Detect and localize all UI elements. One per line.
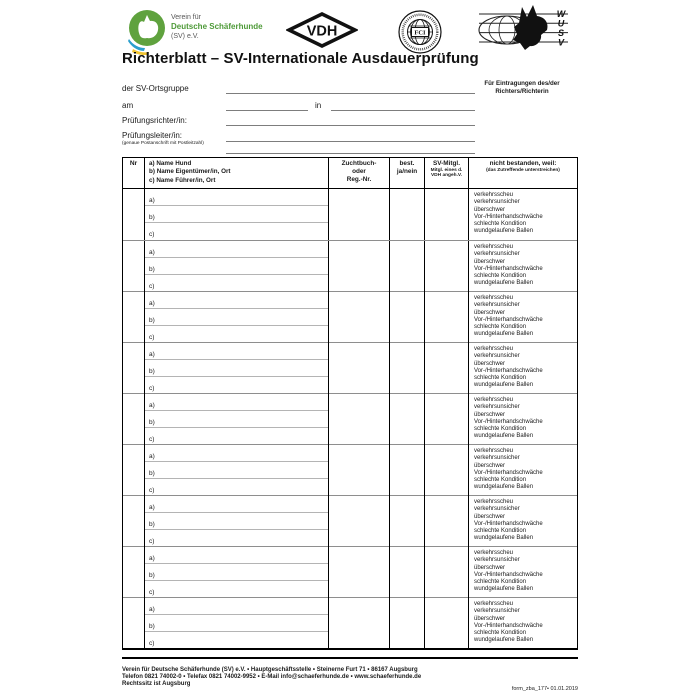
- wusv-letter-u: U: [557, 18, 565, 29]
- name-fuehrer-field[interactable]: [145, 530, 328, 547]
- row-nr-cell[interactable]: [123, 496, 145, 547]
- header-name-line-c: c) Name Führer/in, Ort: [149, 176, 216, 184]
- sv-logo: [127, 9, 169, 55]
- header-name: [145, 158, 329, 188]
- reason-ueberschwer[interactable]: überschwer: [474, 206, 506, 213]
- sub-label-a: a): [149, 555, 155, 562]
- table-row: [123, 393, 577, 444]
- row-nr-cell[interactable]: [123, 547, 145, 598]
- name-hund-field[interactable]: [145, 598, 328, 615]
- table-rows: [123, 189, 577, 648]
- sv-logo-line1: Verein für: [171, 14, 201, 21]
- reason-kondition[interactable]: schlechte Kondition: [474, 630, 527, 637]
- name-hund-field[interactable]: [145, 343, 328, 360]
- reason-kondition[interactable]: schlechte Kondition: [474, 477, 527, 484]
- fci-label: FCI: [414, 29, 426, 37]
- footer-line2: Telefon 0821 74002-0 • Telefax 0821 74002-9952 • E-Mail info@schaeferhunde.de • www.schaeferhunde.de: [122, 674, 422, 680]
- reason-kondition[interactable]: schlechte Kondition: [474, 375, 527, 382]
- sub-label-c: c): [149, 538, 155, 545]
- row-sv-mitgl-cell[interactable]: [425, 189, 469, 240]
- table-row: [123, 597, 577, 648]
- page-title: Richterblatt – SV-Internationale Ausdauerprüfung: [122, 50, 479, 67]
- header-sv-mitgl: [425, 158, 469, 188]
- row-sv-mitgl-cell[interactable]: [425, 496, 469, 547]
- table-row: [123, 444, 577, 495]
- am-label: am: [122, 101, 134, 110]
- row-reasons-cell: [469, 241, 577, 292]
- sub-label-c: c): [149, 436, 155, 443]
- row-reasons-cell: [469, 445, 577, 496]
- pruefungsrichter-input-line[interactable]: [226, 125, 475, 126]
- reason-verkehrsscheu[interactable]: verkehrsscheu: [474, 397, 514, 403]
- reason-verkehrsscheu[interactable]: verkehrsscheu: [474, 550, 514, 556]
- row-sv-mitgl-cell[interactable]: [425, 547, 469, 598]
- name-fuehrer-field[interactable]: [145, 632, 328, 649]
- row-name-cell: [145, 547, 329, 598]
- am-input-line[interactable]: [226, 110, 308, 111]
- reason-ueberschwer[interactable]: überschwer: [474, 360, 506, 367]
- name-hund-field[interactable]: [145, 394, 328, 411]
- row-reasons-cell: [469, 394, 577, 445]
- row-nr-cell[interactable]: [123, 292, 145, 343]
- row-sv-mitgl-cell[interactable]: [425, 445, 469, 496]
- pruefungsrichter-label: Prüfungsrichter/in:: [122, 116, 187, 125]
- sub-label-a: a): [149, 402, 155, 409]
- reason-ballen[interactable]: wundgelaufene Ballen: [474, 637, 534, 644]
- header-bestanden-line2: ja/nein: [396, 167, 418, 175]
- header-bestanden-line1: best.: [399, 160, 415, 167]
- footer-line3: Rechtssitz ist Augsburg: [122, 681, 191, 687]
- reason-handschwaeche[interactable]: Vor-/Hinterhandschwäche: [474, 520, 543, 527]
- header-name-line-b: b) Name Eigentümer/in, Ort: [149, 168, 231, 176]
- row-sv-mitgl-cell[interactable]: [425, 241, 469, 292]
- row-zuchtbuch-cell[interactable]: [329, 189, 390, 240]
- sub-label-a: a): [149, 504, 155, 511]
- header-zuchtbuch-line1: Zuchtbuch-: [341, 160, 377, 167]
- row-name-cell: [145, 343, 329, 394]
- name-eigentuemer-field[interactable]: [145, 309, 328, 326]
- table-row: [123, 189, 577, 240]
- sub-label-c: c): [149, 231, 155, 238]
- results-table: [122, 157, 578, 650]
- name-hund-field[interactable]: [145, 445, 328, 462]
- sub-label-a: a): [149, 197, 155, 204]
- reason-handschwaeche[interactable]: Vor-/Hinterhandschwäche: [474, 213, 543, 220]
- sv-logo-text: [171, 13, 263, 41]
- row-nr-cell[interactable]: [123, 241, 145, 292]
- header-name-line-a: a) Name Hund: [149, 160, 192, 167]
- row-name-cell: [145, 189, 329, 240]
- sv-logo-line2: Deutsche Schäferhunde: [171, 22, 263, 31]
- row-name-cell: [145, 292, 329, 343]
- richter-note-line2: Richters/Richterin: [495, 87, 549, 95]
- sub-label-b: b): [149, 419, 155, 426]
- wusv-logo: [475, 4, 570, 57]
- row-nr-cell[interactable]: [123, 394, 145, 445]
- reason-handschwaeche[interactable]: Vor-/Hinterhandschwäche: [474, 265, 543, 272]
- reason-ueberschwer[interactable]: überschwer: [474, 258, 506, 265]
- reason-ballen[interactable]: wundgelaufene Ballen: [474, 586, 534, 593]
- row-bestanden-cell[interactable]: [390, 343, 425, 394]
- reason-verkehrsunsicher[interactable]: verkehrsunsicher: [474, 455, 520, 462]
- reason-kondition[interactable]: schlechte Kondition: [474, 426, 527, 433]
- reason-ueberschwer[interactable]: überschwer: [474, 462, 506, 469]
- name-hund-field[interactable]: [145, 189, 328, 206]
- header-nr: Nr: [123, 158, 145, 188]
- row-zuchtbuch-cell[interactable]: [329, 496, 390, 547]
- reason-ballen[interactable]: wundgelaufene Ballen: [474, 280, 534, 287]
- reason-ueberschwer[interactable]: überschwer: [474, 309, 506, 316]
- sub-label-b: b): [149, 317, 155, 324]
- vdh-logo: [286, 12, 358, 53]
- reason-ueberschwer[interactable]: überschwer: [474, 513, 506, 520]
- row-sv-mitgl-cell[interactable]: [425, 394, 469, 445]
- row-zuchtbuch-cell[interactable]: [329, 547, 390, 598]
- sub-label-a: a): [149, 300, 155, 307]
- sv-logo-line3: (SV) e.V.: [171, 33, 199, 40]
- header-zuchtbuch: [329, 158, 390, 188]
- sub-label-c: c): [149, 640, 155, 647]
- row-zuchtbuch-cell[interactable]: [329, 394, 390, 445]
- reason-verkehrsscheu[interactable]: verkehrsscheu: [474, 244, 514, 250]
- reason-verkehrsunsicher[interactable]: verkehrsunsicher: [474, 506, 520, 513]
- table-row: [123, 495, 577, 546]
- reason-ballen[interactable]: wundgelaufene Ballen: [474, 433, 534, 440]
- name-eigentuemer-field[interactable]: [145, 564, 328, 581]
- reason-verkehrsunsicher[interactable]: verkehrsunsicher: [474, 199, 520, 206]
- row-bestanden-cell[interactable]: [390, 189, 425, 240]
- sv-dog-icon: [127, 9, 169, 55]
- header-nicht-bestanden-main: nicht bestanden, weil:: [489, 160, 557, 167]
- reason-verkehrsunsicher[interactable]: verkehrsunsicher: [474, 404, 520, 411]
- header-nicht-bestanden: [469, 158, 577, 188]
- in-input-line[interactable]: [331, 110, 475, 111]
- row-nr-cell[interactable]: [123, 343, 145, 394]
- reason-ueberschwer[interactable]: überschwer: [474, 564, 506, 571]
- name-eigentuemer-field[interactable]: [145, 206, 328, 223]
- sub-label-c: c): [149, 589, 155, 596]
- reason-handschwaeche[interactable]: Vor-/Hinterhandschwäche: [474, 571, 543, 578]
- reason-verkehrsunsicher[interactable]: verkehrsunsicher: [474, 608, 520, 615]
- form-id: form_zba_177• 01.01.2019: [511, 686, 578, 692]
- name-fuehrer-field[interactable]: [145, 479, 328, 496]
- row-bestanden-cell[interactable]: [390, 598, 425, 649]
- ortsgruppe-label: der SV-Ortsgruppe: [122, 84, 189, 93]
- header-zuchtbuch-line3: Reg.-Nr.: [346, 175, 372, 183]
- header-sv-mitgl-main: SV-Mitgl.: [433, 160, 460, 167]
- row-name-cell: [145, 241, 329, 292]
- sub-label-b: b): [149, 214, 155, 221]
- header-zuchtbuch-line2: oder: [352, 167, 366, 175]
- sub-label-c: c): [149, 283, 155, 290]
- row-bestanden-cell[interactable]: [390, 496, 425, 547]
- name-eigentuemer-field[interactable]: [145, 258, 328, 275]
- header-sv-mitgl-sub1: Mitgl. eines d.: [430, 167, 463, 173]
- reason-handschwaeche[interactable]: Vor-/Hinterhandschwäche: [474, 316, 543, 323]
- name-fuehrer-field[interactable]: [145, 326, 328, 343]
- vdh-diamond-icon: [286, 12, 358, 48]
- name-fuehrer-field[interactable]: [145, 275, 328, 292]
- row-sv-mitgl-cell[interactable]: [425, 343, 469, 394]
- row-sv-mitgl-cell[interactable]: [425, 598, 469, 649]
- header-sv-mitgl-sub2: VDH angeh.V.: [430, 173, 462, 179]
- reason-ueberschwer[interactable]: überschwer: [474, 411, 506, 418]
- row-zuchtbuch-cell[interactable]: [329, 598, 390, 649]
- name-hund-field[interactable]: [145, 547, 328, 564]
- row-bestanden-cell[interactable]: [390, 241, 425, 292]
- table-header-row: [123, 158, 577, 189]
- reason-ballen[interactable]: wundgelaufene Ballen: [474, 382, 534, 389]
- reason-ballen[interactable]: wundgelaufene Ballen: [474, 535, 534, 542]
- in-label: in: [315, 101, 322, 110]
- name-fuehrer-field[interactable]: [145, 428, 328, 445]
- sub-label-a: a): [149, 453, 155, 460]
- reason-ballen[interactable]: wundgelaufene Ballen: [474, 228, 534, 235]
- name-eigentuemer-field[interactable]: [145, 411, 328, 428]
- row-zuchtbuch-cell[interactable]: [329, 292, 390, 343]
- row-nr-cell[interactable]: [123, 189, 145, 240]
- name-fuehrer-field[interactable]: [145, 377, 328, 394]
- name-eigentuemer-field[interactable]: [145, 462, 328, 479]
- reason-kondition[interactable]: schlechte Kondition: [474, 528, 527, 535]
- row-name-cell: [145, 394, 329, 445]
- sub-label-b: b): [149, 368, 155, 375]
- table-row: [123, 291, 577, 342]
- richter-note: [477, 80, 567, 96]
- name-hund-field[interactable]: [145, 496, 328, 513]
- reason-ueberschwer[interactable]: überschwer: [474, 615, 506, 622]
- row-nr-cell[interactable]: [123, 445, 145, 496]
- sub-label-b: b): [149, 266, 155, 273]
- sub-label-a: a): [149, 249, 155, 256]
- footer-line1: Verein für Deutsche Schäferhunde (SV) e.V. • Hauptgeschäftsstelle • Steinerne Furt 71 • 86167 Augsburg: [122, 667, 418, 673]
- row-reasons-cell: [469, 496, 577, 547]
- reason-handschwaeche[interactable]: Vor-/Hinterhandschwäche: [474, 367, 543, 374]
- table-row: [123, 342, 577, 393]
- wusv-letter-v: V: [557, 37, 565, 48]
- row-name-cell: [145, 598, 329, 649]
- sub-label-b: b): [149, 572, 155, 579]
- pruefungsleiter-sublabel: (genaue Postanschrift mit Postleitzahl): [122, 141, 204, 146]
- sub-label-c: c): [149, 487, 155, 494]
- reason-handschwaeche[interactable]: Vor-/Hinterhandschwäche: [474, 418, 543, 425]
- reason-ballen[interactable]: wundgelaufene Ballen: [474, 331, 534, 338]
- row-name-cell: [145, 496, 329, 547]
- address-extra-input-line[interactable]: [226, 153, 475, 154]
- row-bestanden-cell[interactable]: [390, 547, 425, 598]
- row-reasons-cell: [469, 189, 577, 240]
- reason-verkehrsunsicher[interactable]: verkehrsunsicher: [474, 353, 520, 360]
- reason-verkehrsunsicher[interactable]: verkehrsunsicher: [474, 557, 520, 564]
- sub-label-b: b): [149, 521, 155, 528]
- reason-ballen[interactable]: wundgelaufene Ballen: [474, 484, 534, 491]
- row-bestanden-cell[interactable]: [390, 394, 425, 445]
- reason-kondition[interactable]: schlechte Kondition: [474, 579, 527, 586]
- sub-label-a: a): [149, 606, 155, 613]
- reason-verkehrsscheu[interactable]: verkehrsscheu: [474, 448, 514, 454]
- vdh-label: VDH: [306, 23, 338, 40]
- reason-kondition[interactable]: schlechte Kondition: [474, 324, 527, 331]
- row-bestanden-cell[interactable]: [390, 445, 425, 496]
- row-bestanden-cell[interactable]: [390, 292, 425, 343]
- pruefungsleiter-input-line[interactable]: [226, 141, 475, 142]
- name-eigentuemer-field[interactable]: [145, 513, 328, 530]
- richter-note-line1: Für Eintragungen des/der: [484, 80, 560, 87]
- footer-rule: [122, 657, 578, 659]
- sub-label-b: b): [149, 470, 155, 477]
- row-zuchtbuch-cell[interactable]: [329, 343, 390, 394]
- reason-handschwaeche[interactable]: Vor-/Hinterhandschwäche: [474, 622, 543, 629]
- row-reasons-cell: [469, 547, 577, 598]
- reason-verkehrsscheu[interactable]: verkehrsscheu: [474, 499, 514, 505]
- wusv-letter-s: S: [557, 28, 565, 38]
- reason-verkehrsunsicher[interactable]: verkehrsunsicher: [474, 251, 520, 258]
- footer-address: [122, 667, 421, 688]
- row-reasons-cell: [469, 343, 577, 394]
- wusv-globe-dog-icon: [475, 4, 570, 52]
- sub-label-b: b): [149, 623, 155, 630]
- row-nr-cell[interactable]: [123, 598, 145, 649]
- reason-kondition[interactable]: schlechte Kondition: [474, 221, 527, 228]
- name-hund-field[interactable]: [145, 292, 328, 309]
- reason-handschwaeche[interactable]: Vor-/Hinterhandschwäche: [474, 469, 543, 476]
- row-zuchtbuch-cell[interactable]: [329, 445, 390, 496]
- header-bestanden: [390, 158, 425, 188]
- reason-verkehrsscheu[interactable]: verkehrsscheu: [474, 192, 514, 198]
- name-fuehrer-field[interactable]: [145, 581, 328, 598]
- pruefungsleiter-label: Prüfungsleiter/in:: [122, 131, 183, 140]
- name-fuehrer-field[interactable]: [145, 223, 328, 240]
- row-name-cell: [145, 445, 329, 496]
- name-eigentuemer-field[interactable]: [145, 360, 328, 377]
- fci-seal-icon: [396, 9, 444, 55]
- row-sv-mitgl-cell[interactable]: [425, 292, 469, 343]
- reason-verkehrsscheu[interactable]: verkehrsscheu: [474, 295, 514, 301]
- sub-label-c: c): [149, 334, 155, 341]
- header-nicht-bestanden-sub: (das Zutreffende unterstreichen): [486, 167, 560, 173]
- reason-verkehrsscheu[interactable]: verkehrsscheu: [474, 601, 514, 607]
- sub-label-a: a): [149, 351, 155, 358]
- row-zuchtbuch-cell[interactable]: [329, 241, 390, 292]
- table-row: [123, 240, 577, 291]
- reason-verkehrsunsicher[interactable]: verkehrsunsicher: [474, 302, 520, 309]
- row-reasons-cell: [469, 292, 577, 343]
- reason-verkehrsscheu[interactable]: verkehrsscheu: [474, 346, 514, 352]
- name-eigentuemer-field[interactable]: [145, 615, 328, 632]
- ortsgruppe-input-line[interactable]: [226, 93, 475, 94]
- name-hund-field[interactable]: [145, 241, 328, 258]
- wusv-letter-w: W: [556, 9, 566, 19]
- reason-kondition[interactable]: schlechte Kondition: [474, 273, 527, 280]
- sub-label-c: c): [149, 385, 155, 392]
- row-reasons-cell: [469, 598, 577, 649]
- table-row: [123, 546, 577, 597]
